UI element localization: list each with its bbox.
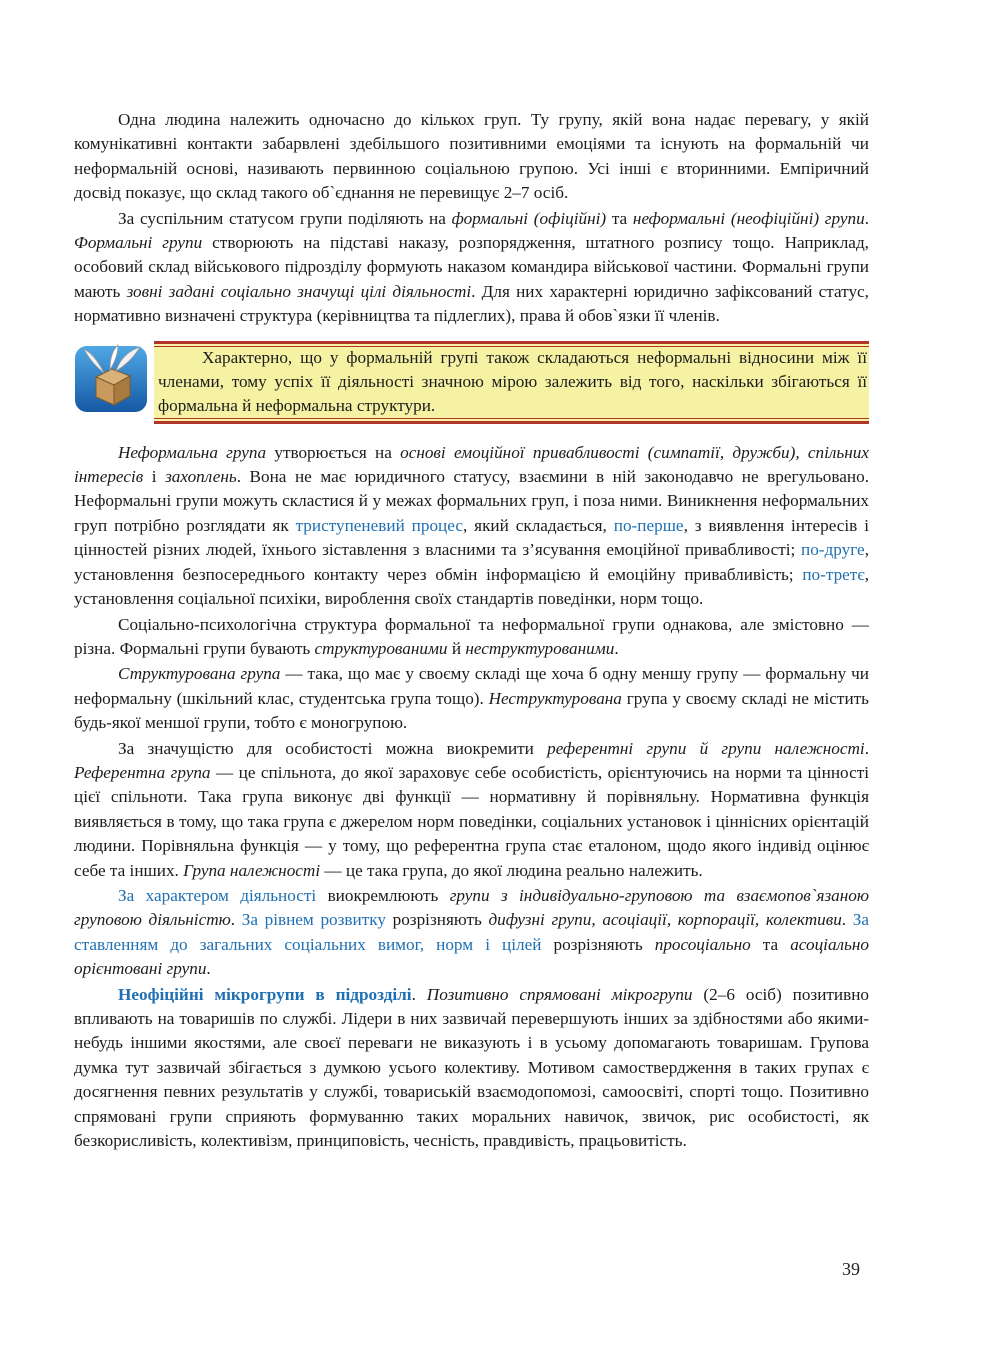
text-span: розрізняють (385, 910, 489, 930)
term-positive-microgroups: Позитивно спрямовані мікрогрупи (426, 984, 693, 1004)
highlight-first: по-перше (613, 515, 684, 535)
text-span: Соціально-психологічна структура формальної та неформальної групи однакова, але змістовно — різна. Формальні групи бувають (74, 614, 869, 658)
page-number: 39 (842, 1259, 860, 1279)
text-span: виокремлюють (316, 885, 450, 905)
text-span: , з виявлення інтересів і цінностей різних людей, їхнього зіставлення з власними та з’ясування емоційної привабливості; (74, 515, 869, 560)
term-informal-group: Неформальна група (118, 442, 267, 462)
highlight-by-norms: За ставленням до загальних соціальних вимог, норм і цілей (74, 910, 870, 954)
term-unstructured: неструктурованими (465, 638, 615, 658)
text-span: , який складається, (462, 515, 614, 535)
text-span: і (143, 467, 166, 487)
text-span: . (841, 910, 853, 930)
paragraph-informal-groups (74, 441, 869, 612)
paragraph-structured-group (74, 662, 869, 735)
text-span: — це така група, до якої людина реально належить. (320, 860, 703, 880)
term-membership-group: Група належності (183, 860, 321, 880)
paragraph-microgroups (74, 983, 869, 1154)
term-goals: зовні задані соціально значущі цілі діяльності (126, 281, 472, 301)
note-frame (154, 341, 869, 424)
section-heading-microgroups: Неофіційні мікрогрупи в підрозділі (118, 984, 412, 1004)
text-span: , установлення безпосереднього контакту через обмін інформацією й емоційну привабливість; (74, 540, 869, 584)
term-reference-groups: референтні групи й групи належності (547, 738, 865, 758)
term-informal: неформальні (неофіційні) групи (632, 208, 865, 228)
highlight-second: по-друге (801, 540, 865, 560)
term-development-groups: дифузні групи, асоціації, корпорації, колективи (488, 910, 842, 930)
paragraph-primary-groups: Одна людина належить одночасно до кількох груп. Ту групу, якій вона надає перевагу, у якій комунікативні контакти забарвлені здебільшого позитивними емоціями та існують на формальній чи неформальній основі, називають первинною соціальною групою. Усі інші є вторинними. Емпіричний досвід показує, що склад такого об`єднання не перевищує 2–7 осіб. (74, 110, 869, 203)
term-unstructured-group: Неструктурована (488, 688, 622, 708)
main-text (74, 108, 869, 1153)
highlight-by-development: За рівнем розвитку (241, 910, 386, 930)
text-span: та (606, 208, 633, 228)
term-activity-groups: групи з індивідуально-груповою та взаємопов`язаною груповою діяльністю (74, 885, 869, 930)
term-formal-groups: Формальні групи (74, 233, 203, 253)
term-formal: формальні (офіційні) (451, 208, 607, 228)
text-span: . (864, 738, 869, 758)
term-reference-group: Референтна група (74, 762, 211, 782)
paragraph-reference-groups (74, 737, 869, 883)
term-emotional-basis: основі емоційної привабливості (симпатії, дружби), спільних інтересів (74, 442, 869, 487)
text-span: — така, що має у своєму складі ще хоча б одну меншу групу — формальну чи неформальну (шкільний клас, студентська група тощо). (74, 664, 869, 708)
text-span: . Для них характерні юридично зафіксований статус, нормативно визначені структура (керівництва та підлеглих), права й обов`язки її членів. (74, 281, 869, 326)
text-span: . Вона не має юридичного статусу, взаємини в ній законодавчо не врегульовано. Неформальні групи можуть скластися й у межах формальних груп, і поза ними. Виникнення неформальних груп потрібно розглядати як (74, 467, 869, 535)
note-callout (74, 341, 869, 431)
text-span: й (447, 638, 466, 658)
paragraph-structure (74, 613, 869, 662)
note-text: Характерно, що у формальній групі також складаються неформальні відносини між її членами, тому успіх її діяльності значною мірою залежить від того, наскільки збігаються її формальна й неформальна структури. (154, 344, 869, 421)
highlight-third: по-третє (802, 564, 865, 584)
text-span: За значущістю для особистості можна виокремити (118, 738, 548, 758)
text-span: . (206, 959, 211, 979)
term-structured-group: Структурована група (118, 664, 281, 684)
text-span: розрізняють (541, 934, 655, 954)
text-span: . (614, 638, 619, 658)
text-span: — це спільнота, до якої зараховує себе особистість, орієнтуючись на норми та цінності цієї спільноти. Така група виконує дві функції — нормативну й порівняльну. Нормативна функція виявляється в тому, що така група є джерелом норм поведінки, соціальних установок і ціннісних орієнтацій людини. Порівняльна функція — у тому, що референтна група стає еталоном, щодо якого індивід оцінює себе та інших. (74, 762, 869, 880)
term-asocial: асоціально орієнтовані групи (74, 934, 869, 979)
box-with-feather-quills-icon (74, 343, 150, 413)
term-structured: структурованими (314, 638, 448, 658)
highlight-by-activity: За характером діяльності (118, 885, 317, 905)
term-prosocial: просоціально (654, 934, 751, 954)
highlight-three-stage: триступеневий процес (295, 515, 463, 535)
paragraph-formal-groups (74, 207, 869, 329)
text-span: За суспільним статусом групи поділяють на (118, 208, 452, 228)
term-hobbies: захоплень (165, 467, 237, 487)
text-span: та (750, 934, 791, 954)
text-span: . (230, 910, 242, 930)
text-span: (2–6 осіб) позитивно впливають на товаришів по службі. Лідери в них зазвичай перевершують інших за здібностями або якими-небудь іншими якостями, але своєї переваги не виказують і в усьому допомагають товаришам. Групова думка тут зазвичай збігається з думкою усього колективу. Мотивом самоствердження в таких групах є досягнення певних результатів у службі, товариській взаємодопомозі, самоосвіті, спорті тощо. Позитивно спрямовані групи сприяють формуванню таких моральних навичок, звичок, рис особистості, як безкорисливість, колективізм, принциповість, чесність, правдивість, працьовитість. (74, 984, 870, 1151)
text-span: , установлення соціальної психіки, вироблення своїх стандартів поведінки, норм тощо. (74, 564, 869, 609)
paragraph-classification (74, 884, 869, 982)
text-span: група у своєму складі не містить будь-якої меншої групи, тобто є моногрупою. (74, 688, 869, 733)
text-span: створюють на підставі наказу, розпорядження, штатного розпису тощо. Наприклад, особовий склад військового підрозділу формують наказом командира військової частини. Формальні групи мають (74, 233, 869, 301)
text-span: . (864, 208, 869, 228)
text-span: . (411, 984, 427, 1004)
text-span: утворюється на (266, 442, 401, 462)
